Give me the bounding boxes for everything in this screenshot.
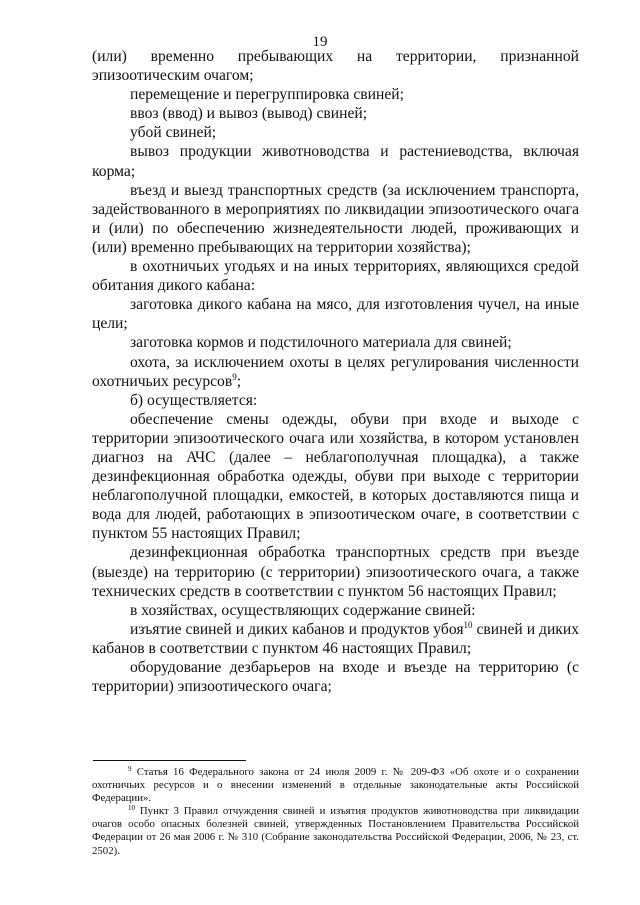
paragraph-6: [92, 181, 579, 257]
paragraph-text: обеспечение смены одежды, обуви при входе и выходе с территории эпизоотического очага или хозяйства, в котором установлен диагноз на АЧС (далее – неблагополучная площадка), а также дезинфекционная обработка одежды, обуви при выходе с территории неблагополучной площадки, емкостей, в которых доставляются пища и вода для людей, работающих в эпизоотическом очаге, в соответствии с пунктом 55 настоящих Правил;: [92, 410, 579, 543]
footnote-ref-10[interactable]: 10: [463, 619, 473, 630]
paragraph-4: [92, 123, 579, 142]
paragraph-10: [92, 353, 579, 391]
footnotes: [92, 766, 579, 858]
footnote-9: [92, 766, 579, 805]
footnote-mark: 9: [128, 765, 132, 773]
paragraph-text: в хозяйствах, осуществляющих содержание свиней:: [130, 601, 476, 619]
page-number: 19: [312, 34, 328, 50]
footnote-separator: [93, 760, 246, 761]
footnote-text: Статья 16 Федерального закона от 24 июля 2009 г. № 209-ФЗ «Об охоте и о сохранении охотничьих ресурсов и о внесении изменений в отдельные законодательные акты Российской Федерации».: [92, 766, 579, 805]
footnote-mark: 10: [128, 804, 135, 813]
paragraph-text: перемещение и перегруппировка свиней;: [130, 86, 404, 104]
paragraph-text: оборудование дезбарьеров на входе и въезде на территорию (с территории) эпизоотического очага;: [92, 659, 579, 696]
paragraph-text-after: свиней и диких кабанов в соответствии с пунктом 46 настоящих Правил;: [92, 620, 580, 657]
paragraph-5: [92, 142, 579, 180]
paragraph-text: (или) временно пребывающих на территории, признанной эпизоотическим очагом;: [92, 48, 579, 85]
paragraph-12: [92, 410, 579, 544]
paragraph-7: [92, 257, 579, 295]
paragraph-11: [92, 391, 579, 410]
paragraph-text: ввоз (ввод) и вывоз (вывод) свиней;: [130, 105, 368, 123]
paragraph-text: вывоз продукции животноводства и растениеводства, включая корма;: [92, 143, 579, 180]
footnote-10: [92, 805, 579, 857]
footnote-text: Пункт 3 Правил отчуждения свиней и изъятия продуктов животноводства при ликвидации очагов особо опасных болезней свиней, утвержденных Постановлением Правительства Российской Федерации от 26 мая 2006 г. № 310 (Собрание законодательства Российской Федерации, 2006, № 23, ст. 2502).: [92, 805, 580, 857]
paragraph-3: [92, 104, 579, 123]
paragraph-1: [92, 47, 579, 85]
paragraph-text: въезд и выезд транспортных средств (за исключением транспорта, задействованного в мероприятиях по ликвидации эпизоотического очага и (или) по обеспечению жизнедеятельности людей, проживающих и (или) временно пребывающих на территории хозяйства);: [92, 181, 579, 256]
paragraph-16: [92, 658, 579, 696]
paragraph-text: дезинфекционная обработка транспортных средств при въезде (выезде) на территорию (с территории) эпизоотического очага, а также технических средств в соответствии с пунктом 56 настоящих Правил;: [92, 544, 579, 600]
footnote-ref-9[interactable]: 9: [232, 371, 237, 382]
paragraph-text: убой свиней;: [130, 124, 217, 142]
paragraph-13: [92, 543, 579, 600]
paragraph-text: охота, за исключением охоты в целях регулирования численности охотничьих ресурсов: [92, 353, 579, 390]
paragraph-text: в охотничьих угодьях и на иных территориях, являющихся средой обитания дикого кабана:: [92, 258, 579, 295]
paragraph-9: [92, 333, 579, 352]
paragraph-text: заготовка кормов и подстилочного материала для свиней;: [130, 334, 512, 352]
paragraph-15: [92, 620, 579, 658]
body-text: [92, 47, 579, 696]
paragraph-text: заготовка дикого кабана на мясо, для изготовления чучел, на иные цели;: [92, 296, 579, 333]
paragraph-2: [92, 85, 579, 104]
paragraph-text: б) осуществляется:: [130, 391, 258, 409]
paragraph-text: изъятие свиней и диких кабанов и продуктов убоя: [130, 620, 464, 638]
paragraph-14: [92, 601, 579, 620]
paragraph-8: [92, 295, 579, 333]
paragraph-text-after: ;: [236, 372, 242, 390]
